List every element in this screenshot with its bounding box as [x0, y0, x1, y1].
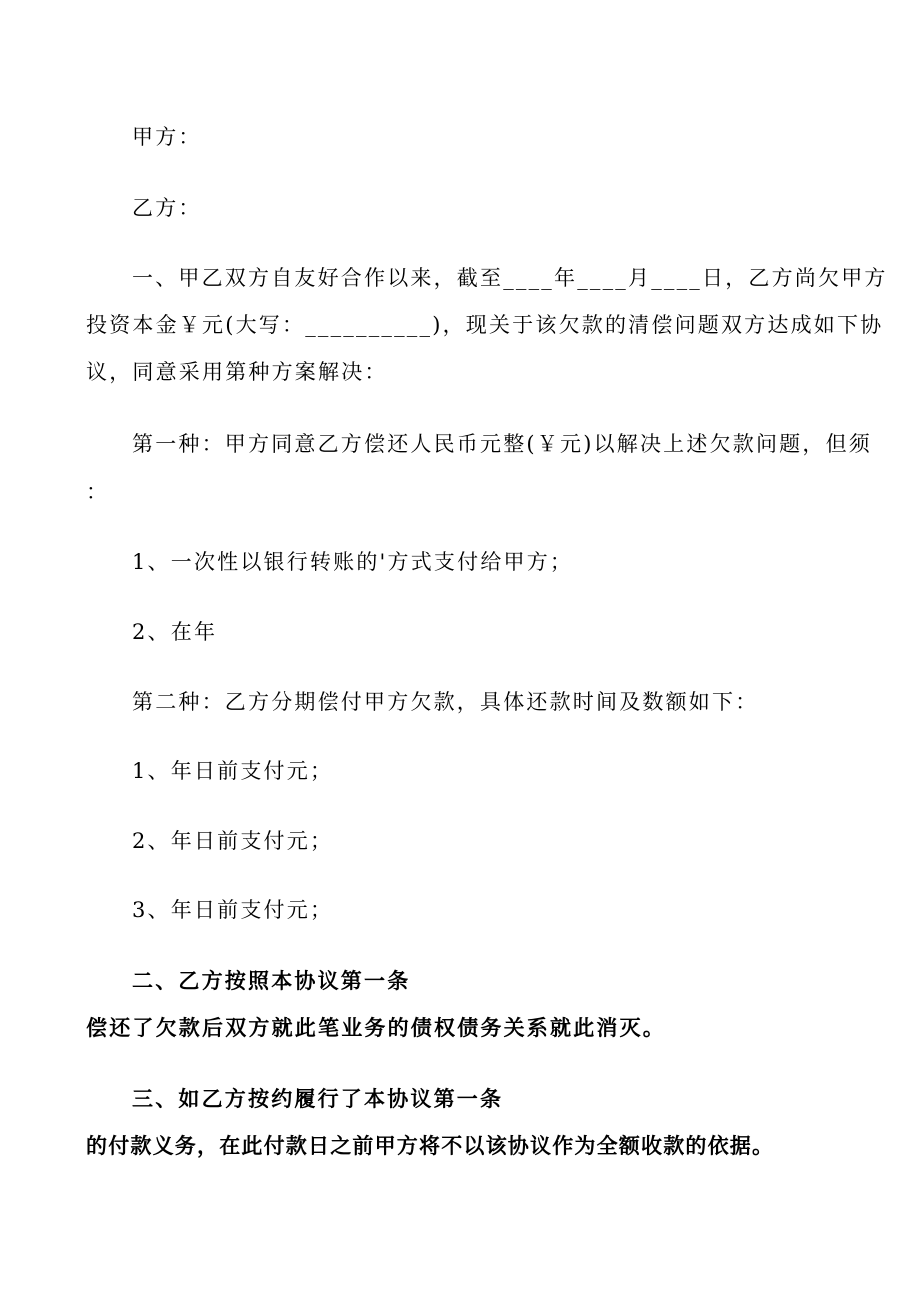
option-2-item-1: 1、年日前支付元；: [132, 759, 334, 783]
option-1-line-1: 第一种：甲方同意乙方偿还人民币元整(￥元)以解决上述欠款问题，但须: [132, 432, 872, 456]
option-2-item-3: 3、年日前支付元；: [132, 898, 334, 922]
option-1-line-2: ：: [86, 480, 110, 504]
clause-3-line-2: 的付款义务，在此付款日之前甲方将不以该协议作为全额收款的依据。: [86, 1133, 775, 1158]
clause-1-line-3: 议，同意采用第种方案解决：: [86, 360, 388, 384]
clause-1-line-2: 投资本金￥元(大写：__________)，现关于该欠款的清偿问题双方达成如下协: [86, 313, 884, 337]
clause-2-line-1: 二、乙方按照本协议第一条: [132, 968, 411, 993]
party-b-label: 乙方：: [132, 196, 202, 220]
option-1-item-1: 1、一次性以银行转账的'方式支付给甲方；: [132, 550, 574, 574]
clause-1-line-1: 一、甲乙双方自友好合作以来，截至____年____月____日，乙方尚欠甲方: [132, 266, 888, 290]
option-2-item-2: 2、年日前支付元；: [132, 829, 334, 853]
clause-3-line-1: 三、如乙方按约履行了本协议第一条: [132, 1086, 504, 1111]
clause-2-line-2: 偿还了欠款后双方就此笔业务的债权债务关系就此消灭。: [86, 1015, 666, 1040]
option-1-item-2: 2、在年: [132, 620, 218, 644]
option-2-heading: 第二种：乙方分期偿付甲方欠款，具体还款时间及数额如下：: [132, 690, 759, 714]
party-a-label: 甲方：: [132, 125, 202, 149]
